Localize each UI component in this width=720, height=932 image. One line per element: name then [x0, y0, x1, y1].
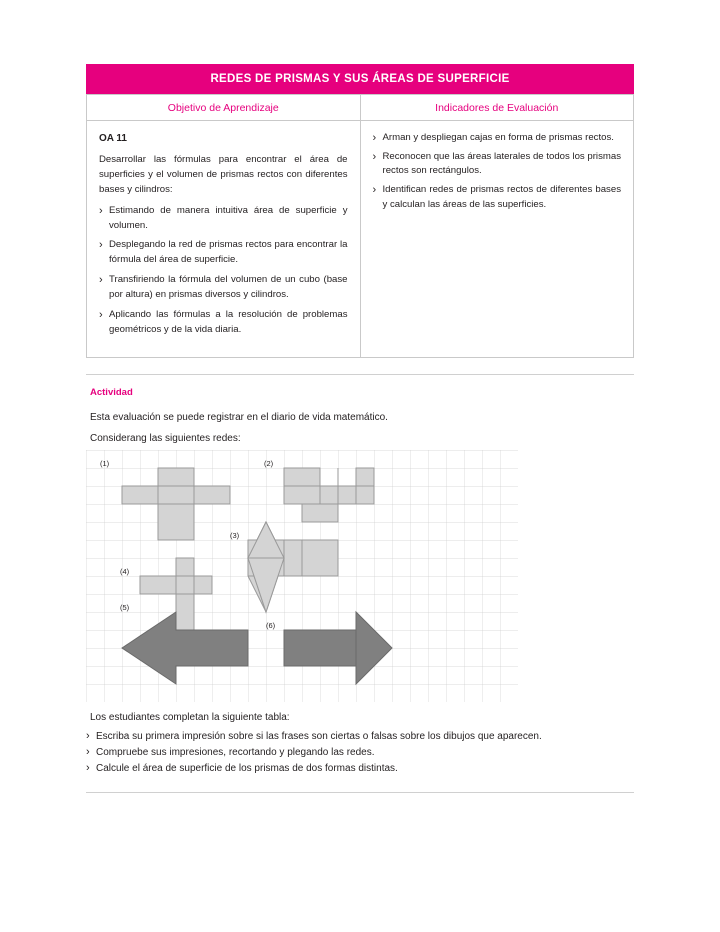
activity-after-grid: Los estudiantes completan la siguiente tabla:: [90, 711, 290, 723]
list-item: › Escriba su primera impresión sobre si las frases son ciertas o falsas sobre los dibujos que aparecen.: [86, 731, 634, 742]
activity-title: Actividad: [90, 386, 133, 398]
content-sheet: [86, 64, 634, 793]
figure-label-3: (3): [230, 530, 240, 540]
activity-line-1: Esta evaluación se puede registrar en el diario de vida matemático.: [90, 411, 388, 423]
figure-label-6: (6): [266, 620, 276, 630]
list-item: › Aplicando las fórmulas a la resolución de problemas geométricos y de la vida diaria.: [99, 308, 348, 338]
list-item: › Desplegando la red de prismas rectos para encontrar la fórmula del área de superficie.: [99, 238, 348, 268]
divider-bottom: [86, 792, 634, 793]
figure-label-1: (1): [100, 458, 110, 468]
header-indicadores: Indicadores de Evaluación: [360, 94, 634, 120]
divider-top: [86, 374, 634, 375]
oa-code: OA 11: [99, 132, 127, 144]
activity-line-2: Considerang las siguientes redes:: [90, 432, 241, 444]
figure-grid: [86, 450, 634, 702]
figure-label-2: (2): [264, 458, 274, 468]
list-item: › Compruebe sus impresiones, recortando y plegando las redes.: [86, 747, 634, 758]
indicator-item-list: [373, 131, 622, 213]
table-body-row: [87, 120, 634, 357]
page-title-banner: REDES DE PRISMAS Y SUS ÁREAS DE SUPERFICIE: [86, 64, 634, 94]
figure-label-5: (5): [120, 602, 130, 612]
task-list: [86, 731, 634, 774]
list-item: › Reconocen que las áreas laterales de todos los prismas rectos son rectángulos.: [373, 150, 622, 180]
list-item: › Identifican redes de prismas rectos de diferentes bases y calculan las áreas de las superficies.: [373, 183, 622, 213]
figure-label-4: (4): [120, 566, 130, 576]
oa-item-list: [99, 204, 348, 338]
list-item: › Estimando de manera intuitiva área de superficie y volumen.: [99, 204, 348, 234]
indicadores-cell: [360, 120, 634, 357]
objetivo-cell: [87, 120, 361, 357]
table-header-row: [87, 94, 634, 120]
oa-intro: Desarrollar las fórmulas para encontrar el área de superficies y el volumen de prismas rectos con diferentes bases y cilindros:: [99, 154, 348, 195]
list-item: › Calcule el área de superficie de los prismas de dos formas distintas.: [86, 763, 634, 774]
list-item: › Transfiriendo la fórmula del volumen de un cubo (base por altura) en prismas diversos y cilindros.: [99, 273, 348, 303]
objectives-table: [86, 94, 634, 358]
header-objetivo: Objetivo de Aprendizaje: [87, 94, 361, 120]
list-item: › Arman y despliegan cajas en forma de prismas rectos.: [373, 131, 622, 146]
nets-diagram: [86, 450, 518, 702]
